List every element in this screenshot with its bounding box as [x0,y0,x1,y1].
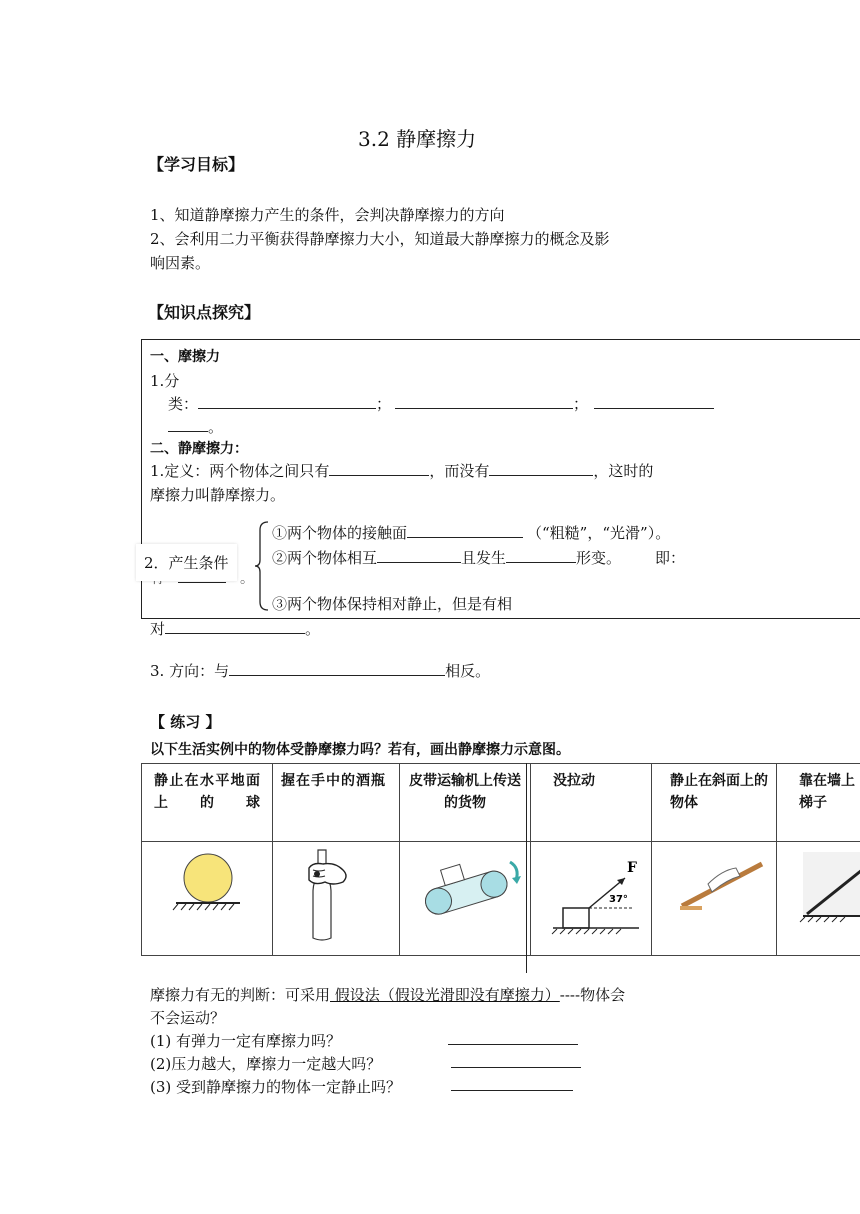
practice-heading: 【 练习 】 [150,713,221,731]
blank-field[interactable] [594,394,714,409]
condition-1 [272,522,670,543]
separator: ； [573,395,589,413]
text: ----物体会 [559,986,626,1004]
judge-line-1 [150,984,625,1005]
text: 且发生 [461,549,507,567]
text: 1.定义：两个物体之间只有 [150,462,330,480]
separator: ； [376,395,392,413]
brace-icon [254,520,270,612]
question-3: (3) 受到静摩擦力的物体一定静止吗？ [150,1078,402,1096]
blank-field[interactable] [168,417,208,432]
text: 对 [150,620,166,638]
col-header: 皮带运输机上传送的货物 [409,773,521,811]
text: 即： [655,549,686,567]
divider-line [526,763,527,973]
blank-field[interactable] [377,548,461,563]
text: ，而没有 [429,462,490,480]
ball-on-ground-icon [142,842,272,948]
question-1: (1) 有弹力一定有摩擦力吗？ [150,1032,342,1050]
blank-field[interactable] [198,394,376,409]
blank-field[interactable] [407,523,523,538]
col-header: 握在手中的酒瓶 [281,773,386,789]
blank-field[interactable] [329,461,429,476]
col-header: 没拉动 [553,773,595,789]
text: （“粗糙”，“光滑”）。 [527,524,671,542]
practice-table [141,763,860,956]
ball-figure-cell [142,842,273,956]
underlined-text: 假设法（假设光滑即没有摩擦力） [330,986,560,1004]
blank-field[interactable] [165,619,305,634]
goal-item: 1、知道静摩擦力产生的条件，会判决静摩擦力的方向 [150,206,505,224]
explore-heading: 【知识点探究】 [148,303,261,322]
ladder-on-wall-icon [777,842,860,948]
condition-label: 2．产生条件 [136,544,237,581]
text: 形变。 [576,549,622,567]
pull-figure-cell [531,842,652,956]
classify-line-cont [168,416,223,437]
judge-line-2: 不会运动？ [150,1009,226,1027]
pulled-box-icon [531,842,651,948]
classify-label: 类： [168,395,199,413]
text: 摩擦力有无的判断：可采用 [150,986,331,1004]
text: 。 [240,571,254,587]
classify-line [168,393,714,414]
col-header: 静止在斜面上的物体 [670,773,768,811]
text: ②两个物体相互 [272,549,378,567]
condition-3: ③两个物体保持相对静止，但是有相 [272,595,513,613]
section-title-friction: 一、摩擦力 [150,349,220,365]
condition-2 [272,547,685,568]
hand-bottle-icon [273,842,399,948]
answer-field-1[interactable] [448,1030,578,1045]
period: 。 [208,418,224,436]
angle-label: 37° [609,894,628,905]
text: 相反。 [445,662,491,680]
classify-item: 1.分 [150,372,180,390]
object-on-incline-icon [652,842,776,948]
answer-field-2[interactable] [451,1053,581,1068]
practice-intro: 以下生活实例中的物体受静摩擦力吗？若有，画出静摩擦力示意图。 [150,742,570,758]
text: 3. 方向：与 [150,662,230,680]
period: 。 [305,620,321,638]
blank-field[interactable] [489,461,593,476]
force-label: F [627,860,637,876]
page-title: 3.2 静摩擦力 [358,127,477,151]
goals-heading: 【学习目标】 [148,155,245,174]
blank-field[interactable] [229,661,445,676]
col-header: 静止在水平地面上的球 [154,773,260,811]
definition-line-2: 摩擦力叫静摩擦力。 [150,486,286,504]
goal-item: 2、会利用二力平衡获得静摩擦力大小，知道最大静摩擦力的概念及影 [150,230,610,248]
definition-line [150,460,653,481]
text: ①两个物体的接触面 [272,524,408,542]
ladder-figure-cell [777,842,860,956]
text: ，这时的 [593,462,654,480]
question-2: (2)压力越大，摩擦力一定越大吗？ [150,1055,382,1073]
condition-3-cont [150,618,320,639]
answer-field-3[interactable] [451,1076,573,1091]
section-title-static: 二、静摩擦力： [150,441,248,457]
direction-line [150,660,490,681]
goal-item: 响因素。 [150,254,211,272]
conveyor-belt-icon [400,842,530,948]
incline-figure-cell [652,842,777,956]
bottle-figure-cell [273,842,400,956]
blank-field[interactable] [506,548,576,563]
col-header: 靠在墙上梯子 [799,773,855,811]
conveyor-figure-cell [400,842,531,956]
blank-field[interactable] [395,394,573,409]
